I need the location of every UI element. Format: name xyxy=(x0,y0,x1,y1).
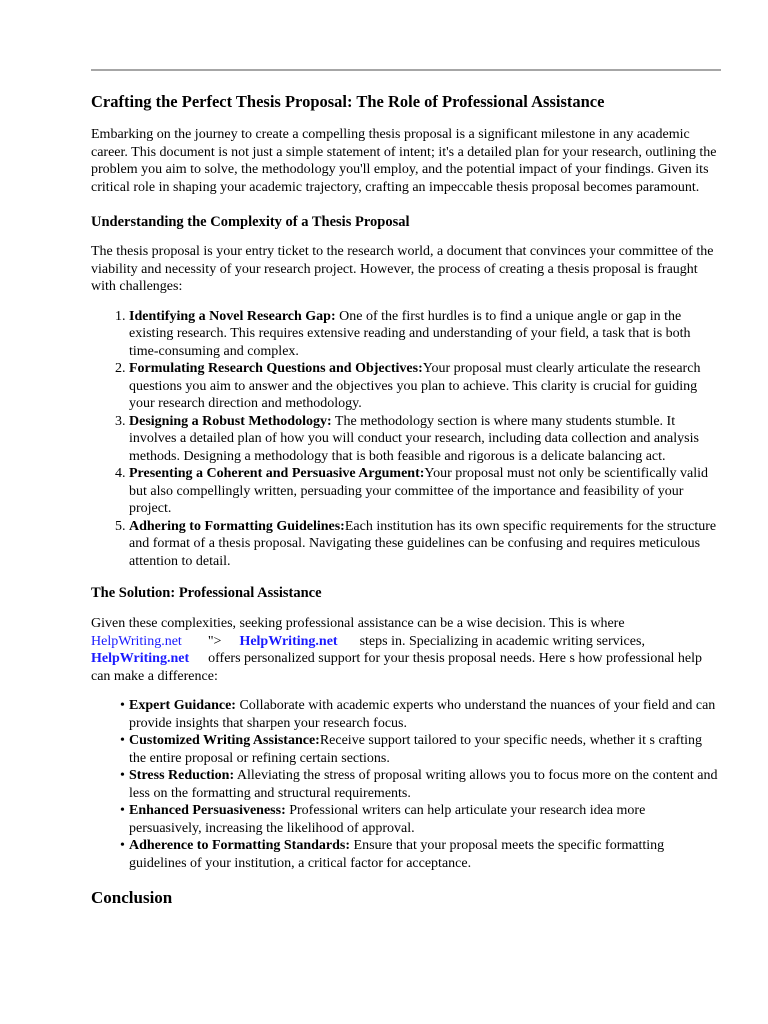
list-item-text: Alleviating the stress of proposal writing allows you to focus more on the content and less on the formatting and structural requirements. xyxy=(129,768,718,801)
bullet-icon: • xyxy=(120,733,125,748)
challenges-list xyxy=(91,308,719,571)
list-item-text: Collaborate with academic experts who understand the nuances of your field and can provide insights that sharpen your research focus. xyxy=(129,698,716,731)
list-item xyxy=(120,732,719,767)
conclusion-heading: Conclusion xyxy=(91,888,173,907)
list-item-text: Your proposal must clearly articulate the research questions you aim to answer and the objectives you plan to achieve. This clarity is crucial for guiding your research direction and methodology. xyxy=(129,361,701,411)
list-item xyxy=(120,802,719,837)
list-item xyxy=(129,360,719,413)
list-item xyxy=(120,837,719,872)
list-item-title: Identifying a Novel Research Gap: xyxy=(129,308,336,324)
document-title: Crafting the Perfect Thesis Proposal: The Role of Professional Assistance xyxy=(91,92,605,111)
bullet-icon: • xyxy=(120,768,125,783)
solution-text-end: offers personalized support for your thesis proposal needs. Here s how professional help can make a difference: xyxy=(91,651,703,684)
bullet-icon: • xyxy=(120,838,125,853)
section-heading-complexity: Understanding the Complexity of a Thesis Proposal xyxy=(91,214,410,230)
list-item xyxy=(129,465,719,518)
helpwriting-link-3[interactable]: HelpWriting.net xyxy=(91,651,190,666)
section-heading-solution: The Solution: Professional Assistance xyxy=(91,585,322,601)
list-item-title: Adherence to Formatting Standards: xyxy=(129,838,351,853)
list-item-title: Adhering to Formatting Guidelines: xyxy=(129,518,345,534)
bullet-icon: • xyxy=(120,698,125,713)
list-item-title: Stress Reduction: xyxy=(129,768,235,783)
quote-fragment: "> xyxy=(207,633,222,649)
list-item-text: One of the first hurdles is to find a unique angle or gap in the existing research. This requires extensive reading and understanding of your field, a task that is both time-consuming and complex. xyxy=(129,308,691,359)
list-item-title: Customized Writing Assistance: xyxy=(129,733,320,748)
bullet-icon: • xyxy=(120,803,125,818)
list-item-title: Enhanced Persuasiveness: xyxy=(129,803,286,818)
helpwriting-link-1[interactable]: HelpWriting.net xyxy=(91,633,182,649)
list-item xyxy=(120,767,719,802)
solution-paragraph xyxy=(91,615,719,685)
list-item-text: Ensure that your proposal meets the specific formatting guidelines of your institution, a critical factor for acceptance. xyxy=(129,838,665,871)
top-divider xyxy=(91,69,721,71)
complexity-paragraph: The thesis proposal is your entry ticket to the research world, a document that convinces your committee of the viability and necessity of your research project. However, the process of creating a thesis proposal is fraught with challenges: xyxy=(91,244,714,294)
list-item-title: Formulating Research Questions and Objectives: xyxy=(129,361,423,376)
solution-text-mid: steps in. Specializing in academic writing services, xyxy=(359,633,645,649)
list-item-title: Expert Guidance: xyxy=(129,698,236,713)
list-item-text: Your proposal must not only be scientifically valid but also compellingly written, persuading your committee of the importance and feasibility of your project. xyxy=(129,466,709,516)
list-item xyxy=(129,518,719,571)
list-item-text: Receive support tailored to your specific needs, whether it s crafting the entire proposal or refining certain sections. xyxy=(129,733,702,766)
list-item xyxy=(129,308,719,361)
list-item-text: Professional writers can help articulate your research idea more persuasively, increasing the likelihood of approval. xyxy=(129,803,646,836)
list-item xyxy=(129,413,719,466)
benefits-list xyxy=(91,697,719,872)
list-item-title: Designing a Robust Methodology: xyxy=(129,413,332,429)
solution-text-start: Given these complexities, seeking professional assistance can be a wise decision. This is where xyxy=(91,616,625,631)
list-item-text: The methodology section is where many students stumble. It involves a detailed plan of how you will conduct your research, including data collection and analysis methods. Designing a methodology that is both feasible and rigorous is a delicate balancing act. xyxy=(129,413,699,464)
document-body xyxy=(91,91,719,909)
list-item-title: Presenting a Coherent and Persuasive Argument: xyxy=(129,466,425,481)
helpwriting-link-2[interactable]: HelpWriting.net xyxy=(239,633,338,649)
list-item xyxy=(120,697,719,732)
list-item-text: Each institution has its own specific requirements for the structure and format of a thesis proposal. Navigating these guidelines can be confusing and requires meticulous attention to detail. xyxy=(129,518,717,569)
intro-paragraph: Embarking on the journey to create a compelling thesis proposal is a significant milestone in any academic career. This document is not just a simple statement of intent; it's a detailed plan for your research, outlining the problem you aim to solve, the methodology you'll employ, and the potential impact of your findings. Given its critical role in shaping your academic trajectory, crafting an impeccable thesis proposal becomes paramount. xyxy=(91,127,717,195)
